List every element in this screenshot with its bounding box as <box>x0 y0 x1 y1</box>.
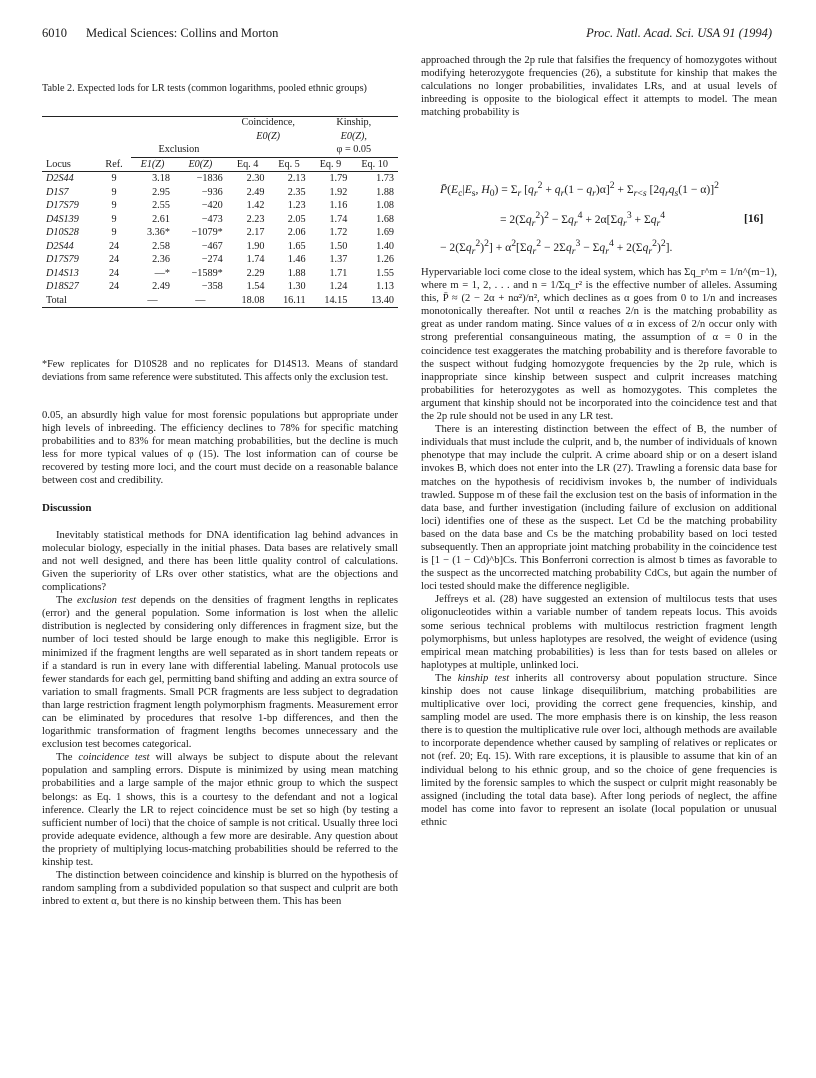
table-cell: 9 <box>111 200 117 212</box>
kinship-subheader: E0(Z), <box>340 130 367 142</box>
table-cell: — <box>147 294 158 306</box>
paragraph-body: inherits all controversy about population structure. Since kinship does not cause linkage disequilibrium, matching probabilities are multiplicative over loci, providing the correct gene frequencies, kinship, and sampling model are used. The more emphasis there is on kinship, the less reason there is to question the multiplicative rule over loci, although methods are available to incorporate dependence whether caused by sampling of relatives or replicates or not (ref. 20; Eq. 15). With rare exceptions, it is plausible to assume that kin of an individual belong to his ethnic group, and so the choice of gene frequencies is limited by the forensic samples to which the suspect or culprit might reasonably be assigned (including the total data base). After long periods of neglect, the affine model has come into favor to represent an isolate (local population or unusual ethnic <box>421 672 778 828</box>
table-cell: 1.88 <box>376 186 394 198</box>
table-cell: D2S44 <box>46 173 74 185</box>
table-cell: 1.26 <box>376 254 394 266</box>
table-cell: 14.15 <box>324 294 348 306</box>
lead-word: The <box>56 752 73 764</box>
table-cell: 2.06 <box>287 227 306 239</box>
coincidence-header: Coincidence, <box>241 117 295 129</box>
section-heading: Discussion <box>42 501 92 514</box>
table-cell: 1.50 <box>329 240 348 252</box>
exclusion-header: Exclusion <box>131 143 227 157</box>
table-cell: 9 <box>111 213 117 225</box>
table-cell: D18S27 <box>46 281 79 293</box>
table-cell: 1.74 <box>329 213 348 225</box>
table-cell: 2.61 <box>152 213 170 225</box>
paragraph: Inevitably statistical methods for DNA identification lag behind advances in molecular biology, especially in the initial phases. Data bases are relatively small and not well designed, and there has been little quality control of calculations. Given the superiority of LRs over other statistics, what are the objections and complications? <box>42 529 398 594</box>
table-cell: 1.24 <box>329 281 348 293</box>
table-cell: D1S7 <box>46 186 69 198</box>
table-cell: 2.58 <box>152 240 170 252</box>
table-cell: 2.35 <box>287 186 306 198</box>
kinship-header: Kinship, <box>336 117 372 129</box>
table-cell: 9 <box>111 227 117 239</box>
table-cell: 2.05 <box>287 213 306 225</box>
table-cell: 2.49 <box>246 186 265 198</box>
table-cell: −274 <box>201 254 223 266</box>
equation-16-line2: = $2(\Sigma q_r^2)^2 - \Sigma q_r^4 + 2\alpha[\Sigma q_r^3 + \Sigma q_r^4$ <box>500 210 666 230</box>
col-header: Eq. 4 <box>236 158 259 170</box>
equation-16-line1: $P̄(E_c|E_s$, $H_0) = \Sigma_r$ $[q_r^2 + q_r(1 - q_r)\alpha]^2 + \Sigma_{r<s}$ $[2q_rq_s(1 - \alpha)]^2$ <box>440 180 719 200</box>
table-row <box>42 186 398 200</box>
table-cell: 2.23 <box>246 213 265 225</box>
paragraph <box>42 751 398 869</box>
col-header: Eq. 10 <box>361 158 388 170</box>
table-cell: 2.36 <box>152 254 170 266</box>
left-column <box>42 409 398 908</box>
table-cell: −1836 <box>196 173 223 185</box>
table-cell: 1.16 <box>329 200 348 212</box>
table-cell: 9 <box>111 186 117 198</box>
table-cell: —* <box>154 267 170 279</box>
col-header: Eq. 5 <box>278 158 300 170</box>
term: kinship test <box>457 672 510 684</box>
running-head-section: Medical Sciences: Collins and Morton <box>86 26 279 40</box>
table-cell: 1.08 <box>376 200 394 212</box>
paragraph: 0.05, an absurdly high value for most forensic populations but appropriate under high levels of inbreeding. The efficiency declines to 78% for specific matching probabilities and to 83% for mean matching probabilities, but the decline is much less for more typical values of φ (15). The lost information can of course be recovered by testing more loci, and the court must decide on a reasonable balance between cost and credibility. <box>42 410 398 487</box>
coincidence-subheader: E0(Z) <box>256 130 281 142</box>
table-cell: 1.90 <box>246 240 265 252</box>
table-cell: 2.49 <box>152 281 170 293</box>
table-cell: 3.18 <box>152 173 170 185</box>
table-cell: 1.74 <box>246 254 265 266</box>
table-cell: 24 <box>108 254 120 266</box>
table-footnote: *Few replicates for D10S28 and no replicates for D14S13. Means of standard deviations from same reference were substituted. This affects only the exclusion test. <box>42 359 398 383</box>
table-cell: 1.71 <box>329 267 348 279</box>
table-row <box>42 280 398 294</box>
table-cell: 1.79 <box>329 173 348 185</box>
table-caption: Table 2. Expected lods for LR tests (common logarithms, pooled ethnic groups) <box>42 83 367 94</box>
table-row <box>42 267 398 281</box>
table-row <box>42 199 398 213</box>
table-cell: 1.42 <box>246 200 265 212</box>
paragraph-body: depends on the densities of fragment lengths in replicates (error) and the general population. Some information is lost when the allelic distribution is neglected by considering only differences in fragment size, but the number of loci tested should be large enough to make this negligible. Error is minimized if the fragment lengths are well separated as in short tandem repeats or if a standard is run in every lane with differential labeling. Manual protocols use fewer standards for each gel, permitting band shifting and adding an extra source of variation to small fragments. Small PCR fragments are less subject to degradation than large restriction fragment length polymorphism fragments. Measurement error can be eliminated by procedures that resolve 1-bp differences, and then the logarithmic transformation of fragment lengths becomes unnecessary and the exclusion test becomes categorical. <box>42 595 398 751</box>
table-cell: 2.17 <box>246 227 265 239</box>
table-cell: −1079* <box>191 227 223 239</box>
table-row <box>42 253 398 267</box>
paragraph <box>42 594 398 751</box>
col-header: E0(Z) <box>188 158 213 170</box>
table-top-rule <box>42 116 398 117</box>
table-cell: −420 <box>201 200 223 212</box>
table-cell: D17S79 <box>46 200 79 212</box>
table-cell: 13.40 <box>371 294 394 306</box>
table-cell: 2.55 <box>152 200 170 212</box>
table-cell: −467 <box>201 240 223 252</box>
table-cell: 3.36* <box>146 227 170 239</box>
table-cell: — <box>195 294 206 306</box>
table-cell: 16.11 <box>283 294 306 306</box>
right-column-body <box>421 266 777 829</box>
table-cell: 1.54 <box>246 281 265 293</box>
lead-word: The <box>56 595 73 607</box>
col-header: Ref. <box>105 158 123 170</box>
paragraph-body: will always be subject to dispute about the relevant population and sampling errors. Dispute is minimized by using mean matching probabilities and a large sample of the major ethnic group to which the suspect belongs: as Eq. 1 shows, this is a courtesy to the defendant and not a logical inference. Clearly the LR to reject coincidence must be set so high (by testing a sufficient number of loci) that the choice of sample is not critical. Usually three loci provide adequate evidence, although a few more are desirable. Any question about the propriety of multiplying locus-matching probabilities should be referred to the kinship test. <box>42 752 399 868</box>
table-row <box>42 172 398 186</box>
col-header: Eq. 9 <box>319 158 342 170</box>
equation-number: [16] <box>744 212 764 225</box>
table-cell: 1.40 <box>376 240 394 252</box>
table-cell: D4S139 <box>46 213 79 225</box>
equation-16-line3: − $2(\Sigma q_r^2)^2] + \alpha^2[\Sigma q_r^2 - 2\Sigma q_r^3 - \Sigma q_r^4 + 2(\Sigma q_r^2)^2]$. <box>440 238 673 258</box>
table-cell: 2.30 <box>246 173 265 185</box>
table-cell: Total <box>46 294 67 306</box>
table-cell: −358 <box>201 281 223 293</box>
col-header: Locus <box>46 158 71 170</box>
table-row <box>42 226 398 240</box>
table-cell: 1.69 <box>376 227 394 239</box>
table-cell: −936 <box>201 186 223 198</box>
table-cell: 1.68 <box>376 213 394 225</box>
lead-word: The <box>435 672 452 684</box>
table-cell: 1.23 <box>287 200 306 212</box>
term: exclusion test <box>76 595 137 607</box>
table-cell: 24 <box>108 281 120 293</box>
table-cell: 1.13 <box>376 281 394 293</box>
table-cell: D14S13 <box>46 267 79 279</box>
table-cell: D10S28 <box>46 227 79 239</box>
paragraph <box>421 672 777 829</box>
table-cell: 1.88 <box>287 267 306 279</box>
table-cell: 1.37 <box>329 254 348 266</box>
table-cell: 24 <box>108 267 120 279</box>
page-number: 6010 <box>42 26 67 40</box>
right-column <box>421 54 777 119</box>
table-cell: 1.30 <box>287 281 306 293</box>
table-cell: 2.95 <box>152 186 170 198</box>
table-cell: 18.08 <box>241 294 265 306</box>
table-cell: 1.72 <box>329 227 348 239</box>
table-cell: −473 <box>201 213 223 225</box>
running-head-journal: Proc. Natl. Acad. Sci. USA 91 (1994) <box>586 26 772 40</box>
table-total-row <box>42 294 398 308</box>
table-cell: 1.65 <box>287 240 306 252</box>
paragraph: Jeffreys et al. (28) have suggested an extension of multilocus tests that uses oligonucleotides within a variable number of tandem repeats locus. This avoids some serious technical problems with multilocus restriction fragment length polymorphisms, but unless haplotypes are resolved, the weight of evidence (using empirical mean matching probabilities) is less than for tests based on alleles or haplotypes at multiple, unlinked loci. <box>421 594 777 671</box>
table-cell: 2.29 <box>246 267 265 279</box>
kinship-phi: φ = 0.05 <box>310 143 398 157</box>
paragraph: There is an interesting distinction between the effect of B, the number of individuals that must include the culprit, and b, the number of individuals of known phenotype that may include the culprit. A crime aboard ship or on a desert island invokes B, which does not enter into the LR (27). Trawling a forensic data base for matches on the hypothesis of recidivism invokes b, the number of individuals trawled. Suppose m of these fail the exclusion test on the basis of information in the data base, and further investigation (including failure of exclusion on additional loci) identifies one of these as the suspect. Let Cd be the matching probability based on the data base and Cs be the matching probability based on loci tested subsequently. Then an appropriate joint matching probability in the coincidence test is [1 − (1 − Cd)^b]Cs. This Bonferroni correction is almost b times as favorable to the suspect as the uncorrected matching probability CdCs, but again the number of loci tested should make the difference negligible. <box>421 424 777 593</box>
table-cell: D17S79 <box>46 254 79 266</box>
table-row <box>42 240 398 254</box>
table-cell: 1.55 <box>376 267 394 279</box>
table-cell: D2S44 <box>46 240 74 252</box>
table-cell: 2.13 <box>287 173 306 185</box>
col-header: E1(Z) <box>140 158 165 170</box>
table-cell: 9 <box>111 173 117 185</box>
paragraph: approached through the 2p rule that falsifies the frequency of homozygotes without modifying heterozygote frequencies (26), a substitute for kinship that makes the calculations no longer probabilities, invalidates LRs, and at usual levels of inbreeding is opposite to the biological effect it attempts to model. The mean matching probability is <box>421 55 777 119</box>
lods-table <box>42 116 398 308</box>
paragraph: Hypervariable loci come close to the ideal system, which has Σq_r^m = 1/n^(m−1), where m = 1, 2, . . . and n = 1/Σq_r² is the effective number of alleles. Assuming this, P̄ ≈ (2 − 2α + nα²)/n², which declines as α goes from 0 to 1/n and increases monotonically thereafter. Not until α reaches 2/n is the matching probability as great as under random mating. Since values of α in excess of 2/n occur only with strong preferential consanguineous mating, the assumption of α = 0 in the coincidence test exaggerates the matching probability and is therefore favorable to the suspect without fudging homozygote frequencies by the 2p rule, which is inappropriate since kinship between suspect and culprit increases matching probabilities for heterozygotes as well as homozygotes. This completes the argument that kinship should not be incorporated into the coincidence test and that the 2p rule should not be used in any LR test. <box>421 267 777 423</box>
table-cell: 1.92 <box>329 186 348 198</box>
table-cell: 24 <box>108 240 120 252</box>
table-cell: −1589* <box>191 267 223 279</box>
paragraph: The distinction between coincidence and kinship is blurred on the hypothesis of random sampling from a subdivided population so that suspect and culprit are both inbred to extent α, but there is no kinship between them. This has been <box>42 870 398 908</box>
table-cell: 1.46 <box>287 254 306 266</box>
table-cell: 1.73 <box>376 173 394 185</box>
table-row <box>42 213 398 227</box>
term: coincidence test <box>78 752 150 764</box>
